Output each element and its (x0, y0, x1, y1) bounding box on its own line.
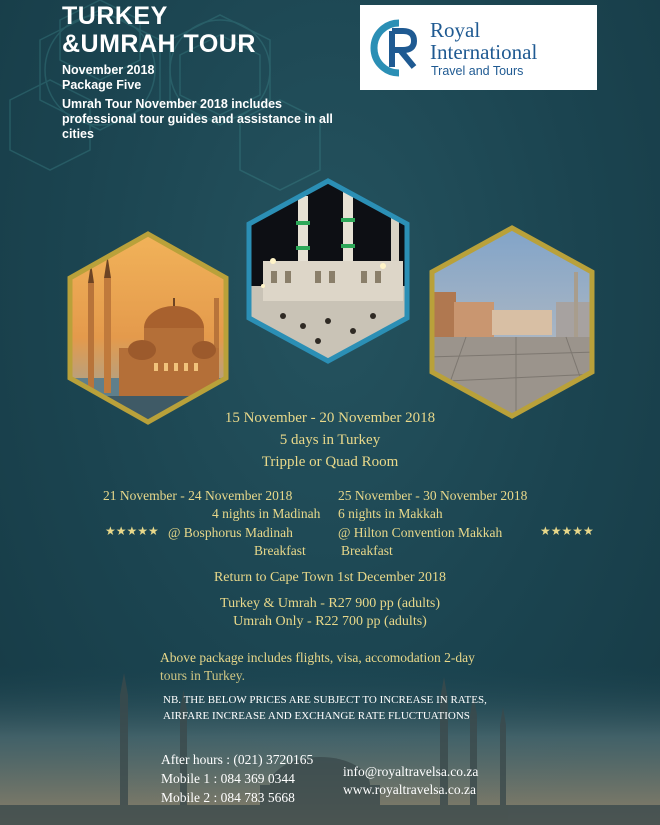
makkah-haram-photo (243, 176, 413, 366)
title-line-2: &UMRAH TOUR (62, 30, 256, 58)
intro-text: Umrah Tour November 2018 includes professional tour guides and assistance in all cities (62, 97, 333, 141)
royal-r-logo-icon (370, 19, 428, 77)
package-includes-line-1: Above package includes flights, visa, accomodation 2-day (160, 650, 475, 665)
price-umrah-only: Umrah Only - R22 700 pp (adults) (233, 614, 427, 629)
makkah-hotel-stars: ★★★★★ (540, 524, 594, 538)
madinah-hotel: @ Bosphorus Madinah (168, 525, 293, 540)
mobile-phone-2[interactable]: Mobile 2 : 084 783 5668 (161, 790, 295, 805)
title-line-1: TURKEY (62, 2, 168, 30)
madinah-nights: 4 nights in Madinah (212, 506, 321, 521)
return-date: Return to Cape Town 1st December 2018 (213, 570, 447, 585)
istanbul-mosque-photo (64, 228, 232, 428)
after-hours-phone[interactable]: After hours : (021) 3720165 (161, 752, 314, 767)
makkah-hotel: @ Hilton Convention Makkah (338, 525, 503, 540)
website-link[interactable]: www.royaltravelsa.co.za (343, 782, 476, 797)
turkey-days: 5 days in Turkey (279, 432, 381, 448)
tour-month: November 2018 (62, 63, 155, 77)
mobile-phone-1[interactable]: Mobile 1 : 084 369 0344 (161, 771, 295, 786)
price-disclaimer-line-1: NB. THE BELOW PRICES ARE SUBJECT TO INCREASE IN RATES, (163, 694, 487, 706)
makkah-nights: 6 nights in Makkah (338, 506, 443, 521)
madinah-dates: 21 November - 24 November 2018 (103, 488, 293, 503)
logo-text-tagline: Travel and Tours (431, 64, 524, 78)
room-type: Tripple or Quad Room (261, 454, 399, 470)
madinah-photo (426, 222, 598, 422)
tour-date-range: 15 November - 20 November 2018 (224, 410, 436, 426)
madinah-meal: Breakfast (254, 543, 306, 558)
madinah-hotel-stars: ★★★★★ (105, 524, 159, 538)
logo-text-royal: Royal (430, 18, 481, 42)
makkah-dates: 25 November - 30 November 2018 (338, 488, 528, 503)
istanbul-skyline-background (0, 665, 660, 825)
price-disclaimer-line-2: AIRFARE INCREASE AND EXCHANGE RATE FLUCTUATIONS (163, 710, 470, 722)
package-name: Package Five (62, 78, 142, 92)
royal-international-logo (360, 5, 597, 90)
logo-text-international: International (430, 40, 538, 64)
makkah-meal: Breakfast (341, 543, 393, 558)
contact-email-link[interactable]: info@royaltravelsa.co.za (343, 764, 479, 779)
price-turkey-umrah: Turkey & Umrah - R27 900 pp (adults) (220, 596, 440, 611)
